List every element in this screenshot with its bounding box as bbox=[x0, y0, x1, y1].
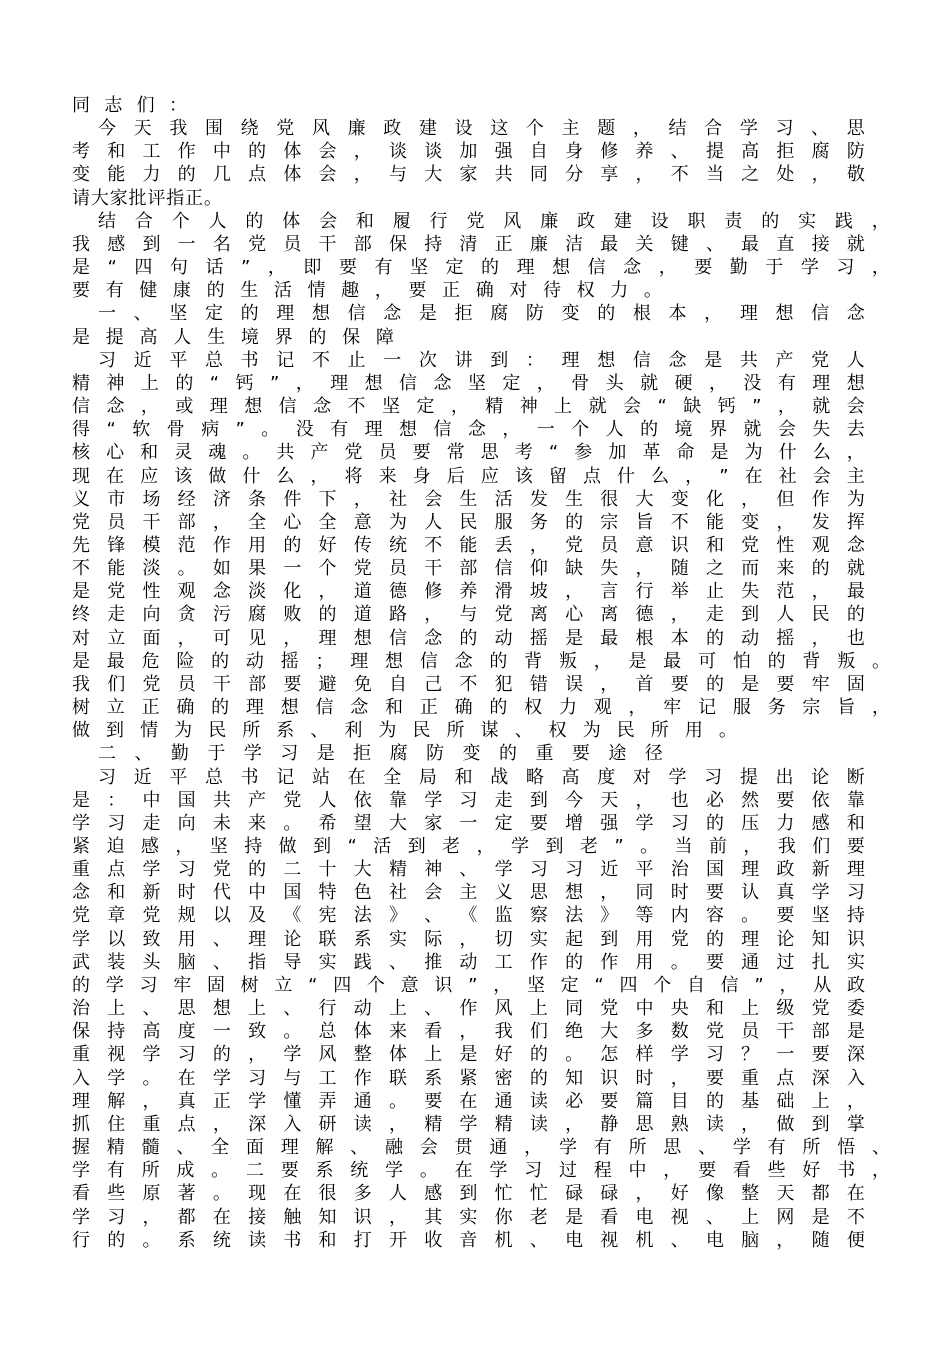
text-line: 重 点 学 习 党 的 二 十 大 精 神 、 学 习 习 近 平 治 国 理 政 新 理 bbox=[72, 859, 865, 881]
text-line: 学 习 走 向 未 来 。 希 望 大 家 一 定 要 增 强 学 习 的 压 力 感 和 bbox=[72, 812, 865, 834]
text-line: 要 有 健 康 的 生 活 情 趣 ， 要 正 确 对 待 权 力 。 bbox=[72, 280, 662, 302]
text-line: 念 和 新 时 代 中 国 特 色 社 会 主 义 思 想 ， 同 时 要 认 真 学 习 bbox=[72, 882, 865, 904]
text-line: 学 以 致 用 、 理 论 联 系 实 际 ， 切 实 起 到 用 党 的 理 论 知 识 bbox=[72, 928, 865, 950]
text-line: 党 员 干 部 ， 全 心 全 意 为 人 民 服 务 的 宗 旨 不 能 变 ， 发 挥 bbox=[72, 511, 865, 533]
text-line: 是 “ 四 句 话 ” ， 即 要 有 坚 定 的 理 想 信 念 ， 要 勤 于 学 习 ， bbox=[72, 257, 890, 279]
text-line: 终 走 向 贪 污 腐 败 的 道 路 ， 与 党 离 心 离 德 ， 走 到 人 民 的 bbox=[72, 604, 865, 626]
salutation: 同 志 们 ： bbox=[72, 95, 187, 116]
text-line: 习 近 平 总 书 记 不 止 一 次 讲 到 ： 理 想 信 念 是 共 产 党 人 bbox=[98, 349, 865, 371]
text-line: 考 和 工 作 中 的 体 会 ， 谈 谈 加 强 自 身 修 养 、 提 高 拒 腐 防 bbox=[72, 141, 865, 163]
section-heading-1: 一 、 坚 定 的 理 想 信 念 是 拒 腐 防 变 的 根 本 ， 理 想 信 念 bbox=[98, 303, 865, 325]
text-line: 先 锋 模 范 作 用 的 好 传 统 不 能 丢 ， 党 员 意 识 和 党 性 观 念 bbox=[72, 534, 865, 556]
text-line: 树 立 正 确 的 理 想 信 念 和 正 确 的 权 力 观 ， 牢 记 服 务 宗 旨 ， bbox=[72, 697, 890, 719]
text-line: 保 持 高 度 一 致 。 总 体 来 看 ， 我 们 绝 大 多 数 党 员 干 部 是 bbox=[72, 1021, 865, 1043]
section-heading-1-cont: 是 提 高 人 生 境 界 的 保 障 bbox=[72, 326, 394, 348]
text-line: 今 天 我 围 绕 党 风 廉 政 建 设 这 个 主 题 ， 结 合 学 习 、 思 bbox=[98, 118, 865, 140]
text-line: 做 到 情 为 民 所 系 、 利 为 民 所 谋 、 权 为 民 所 用 。 bbox=[72, 720, 737, 742]
text-line: 握 精 髓 、 全 面 理 解 、 融 会 贯 通 ， 学 有 所 思 、 学 有 所 悟 、 bbox=[72, 1137, 890, 1159]
text-line: 信 念 ， 或 理 想 信 念 不 坚 定 ， 精 神 上 就 会 “ 缺 钙 ” ， 就 会 bbox=[72, 396, 865, 418]
text-line: 看 些 原 著 。 现 在 很 多 人 感 到 忙 忙 碌 碌 ， 好 像 整 天 都 在 bbox=[72, 1183, 865, 1205]
text-line: 治 上 、 思 想 上 、 行 动 上 、 作 风 上 同 党 中 央 和 上 级 党 委 bbox=[72, 998, 865, 1020]
text-line: 抓 住 重 点 ， 深 入 研 读 ， 精 学 精 读 ， 静 思 熟 读 ， 做 到 掌 bbox=[72, 1113, 865, 1135]
text-line: 行 的 。 系 统 读 书 和 打 开 收 音 机 、 电 视 机 、 电 脑 ， 随 便 bbox=[72, 1229, 865, 1251]
section-heading-2: 二 、 勤 于 学 习 是 拒 腐 防 变 的 重 要 途 径 bbox=[98, 743, 663, 765]
text-line: 党 章 党 规 以 及 《 宪 法 》 、 《 监 察 法 》 等 内 容 。 要 坚 持 bbox=[72, 905, 865, 927]
text-line: 精 神 上 的 “ 钙 ” ， 理 想 信 念 坚 定 ， 骨 头 就 硬 ， 没 有 理 想 bbox=[72, 372, 865, 394]
text-line: 核 心 和 灵 魂 。 共 产 党 员 要 常 思 考 “ 参 加 革 命 是 为 什 么 ， bbox=[72, 442, 865, 464]
text-line: 是 ： 中 国 共 产 党 人 依 靠 学 习 走 到 今 天 ， 也 必 然 要 依 靠 bbox=[72, 789, 865, 811]
text-line: 义 市 场 经 济 条 件 下 ， 社 会 生 活 发 生 很 大 变 化 ， 但 作 为 bbox=[72, 488, 865, 510]
text-line: 请 大 家 批 评 指 正 。 bbox=[72, 187, 222, 209]
text-line: 是 党 性 观 念 淡 化 ， 道 德 修 养 滑 坡 ， 言 行 举 止 失 范 ， 最 bbox=[72, 581, 865, 603]
text-line: 的 学 习 牢 固 树 立 “ 四 个 意 识 ” ， 坚 定 “ 四 个 自 信 ” ， 从 政 bbox=[72, 974, 865, 996]
text-line: 得 “ 软 骨 病 ” 。 没 有 理 想 信 念 ， 一 个 人 的 境 界 就 会 失 去 bbox=[72, 419, 865, 441]
text-line: 结 合 个 人 的 体 会 和 履 行 党 风 廉 政 建 设 职 责 的 实 践 ， bbox=[98, 210, 890, 232]
text-line: 是 最 危 险 的 动 摇 ； 理 想 信 念 的 背 叛 ， 是 最 可 怕 的 背 叛 。 bbox=[72, 650, 890, 672]
text-line: 现 在 应 该 做 什 么 ， 将 来 身 后 应 该 留 点 什 么 ， ” 在 社 会 主 bbox=[72, 465, 865, 487]
text-line: 变 能 力 的 几 点 体 会 ， 与 大 家 共 同 分 享 ， 不 当 之 处 ， 敬 bbox=[72, 164, 865, 186]
text-line: 重 视 学 习 的 ， 学 风 整 体 上 是 好 的 。 怎 样 学 习 ？ 一 要 深 bbox=[72, 1044, 865, 1066]
text-line: 习 近 平 总 书 记 站 在 全 局 和 战 略 高 度 对 学 习 提 出 论 断 bbox=[98, 766, 865, 788]
text-line: 不 能 淡 。 如 果 一 个 党 员 干 部 信 仰 缺 失 ， 随 之 而 来 的 就 bbox=[72, 558, 865, 580]
text-line: 对 立 面 ， 可 见 ， 理 想 信 念 的 动 摇 是 最 根 本 的 动 摇 ， 也 bbox=[72, 627, 865, 649]
text-line: 我 感 到 一 名 党 员 干 部 保 持 清 正 廉 洁 最 关 键 、 最 直 接 就 bbox=[72, 233, 865, 255]
text-line: 入 学 。 在 学 习 与 工 作 联 系 紧 密 的 知 识 时 ， 要 重 点 深 入 bbox=[72, 1067, 865, 1089]
text-line: 学 有 所 成 。 二 要 系 统 学 。 在 学 习 过 程 中 ， 要 看 些 好 书 ， bbox=[72, 1160, 890, 1182]
document-body bbox=[0, 94, 950, 1252]
text-line: 理 解 ， 真 正 学 懂 弄 通 。 要 在 通 读 必 要 篇 目 的 基 础 上 ， bbox=[72, 1090, 865, 1112]
text-line: 学 习 ， 都 在 接 触 知 识 ， 其 实 你 老 是 看 电 视 、 上 网 是 不 bbox=[72, 1206, 865, 1228]
text-line: 紧 迫 感 ， 坚 持 做 到 “ 活 到 老 ， 学 到 老 ” 。 当 前 ， 我 们 要 bbox=[72, 836, 865, 857]
text-line: 我 们 党 员 干 部 要 避 免 自 己 不 犯 错 误 ， 首 要 的 是 要 牢 固 bbox=[72, 673, 865, 695]
text-line: 武 装 头 脑 、 指 导 实 践 、 推 动 工 作 的 作 用 。 要 通 过 扎 实 bbox=[72, 951, 865, 973]
